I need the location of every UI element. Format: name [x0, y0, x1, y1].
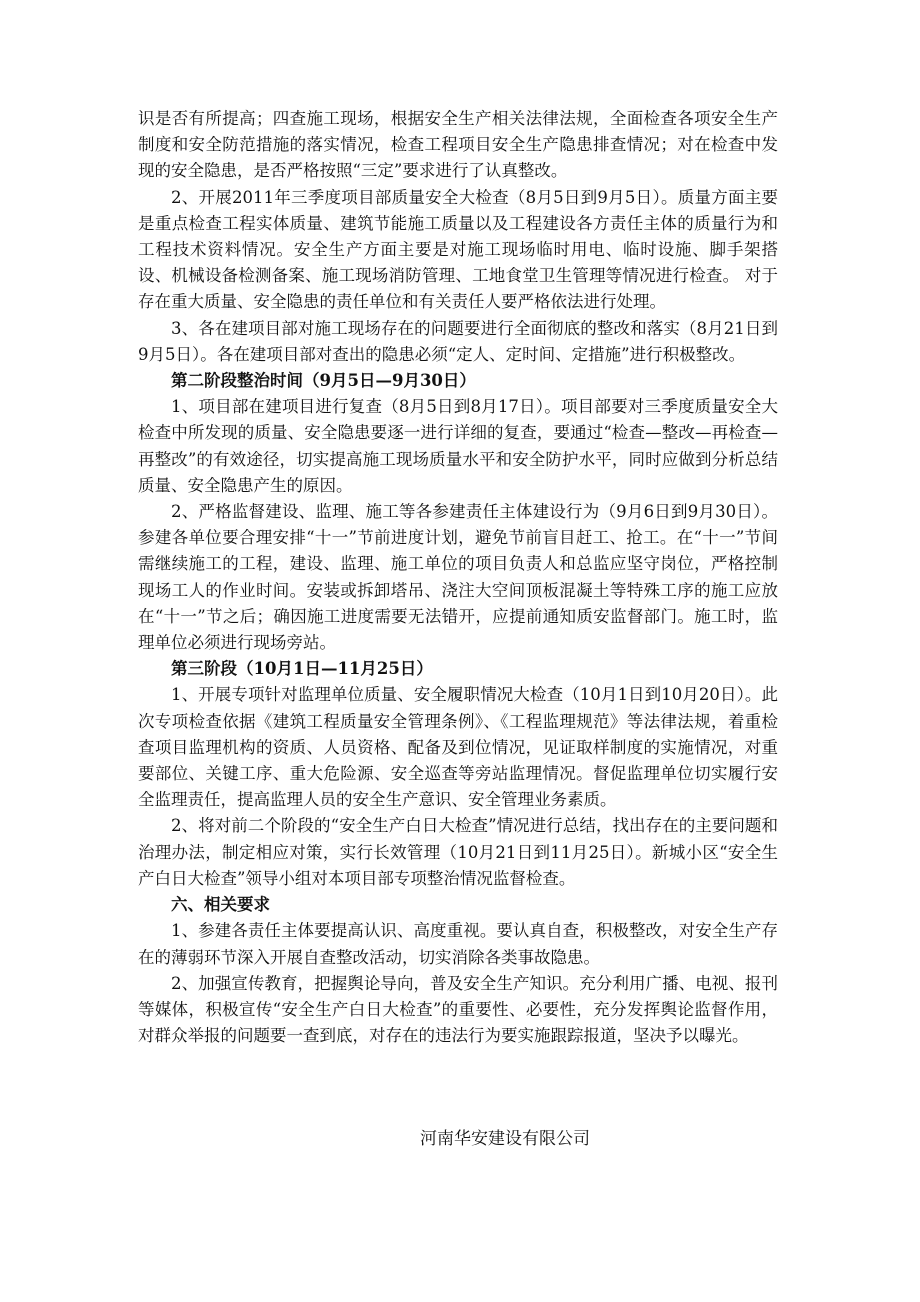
paragraph-recheck: 1、项目部在建项目进行复查（8月5日到8月17日）。项目部要对三季度质量安全大检查中所发现的质量、安全隐患要逐一进行详细的复查，要通过“检查—整改—再检查—再整改”的有效途径，切实提高施工现场质量水平和安全防护水平，同时应做到分析总结质量、安全隐患产生的原因。 [138, 397, 778, 495]
heading-requirements: 六、相关要求 [171, 895, 270, 915]
heading-stage-two: 第二阶段整治时间（9月5日—9月30日） [171, 371, 476, 391]
paragraph-inspection-q3: 2、开展2011年三季度项目部质量安全大检查（8月5日到9月5日）。质量方面主要是重点检查工程实体质量、建筑节能施工质量以及工程建设各方责任主体的质量行为和工程技术资料情况。安全生产方面主要是对施工现场临时用电、临时设施、脚手架搭设、机械设备检测备案、施工现场消防管理、工地食堂卫生管理等情况进行检查。 对于存在重大质量、安全隐患的责任单位和有关责任人要严格依法进行处理。 [138, 187, 778, 312]
company-signature: 河南华安建设有限公司 [420, 1129, 590, 1149]
paragraph-rectification: 3、各在建项目部对施工现场存在的问题要进行全面彻底的整改和落实（8月21日到9月5日）。各在建项目部对查出的隐患必须“定人、定时间、定措施”进行积极整改。 [138, 318, 778, 364]
document-body [138, 106, 778, 1049]
paragraph-special-inspection: 1、开展专项针对监理单位质量、安全履职情况大检查（10月1日到10月20日）。此次专项检查依据《建筑工程质量安全管理条例》、《工程监理规范》等法律法规，着重检查项目监理机构的资质、人员资格、配备及到位情况，见证取样制度的实施情况，对重要部位、关键工序、重大危险源、安全巡查等旁站监理情况。督促监理单位切实履行安全监理责任，提高监理人员的安全生产意识、安全管理业务素质。 [138, 685, 778, 810]
paragraph-summary: 2、将对前二个阶段的“安全生产白日大检查”情况进行总结，找出存在的主要问题和治理办法，制定相应对策，实行长效管理（10月21日到11月25日）。新城小区“安全生产白日大检查”领导小组对本项目部专项整治情况监督检查。 [138, 816, 778, 888]
heading-stage-three: 第三阶段（10月1日—11月25日） [171, 659, 433, 679]
paragraph-publicity: 2、加强宣传教育，把握舆论导向，普及安全生产知识。充分利用广播、电视、报刊等媒体，积极宣传“安全生产白日大检查”的重要性、必要性，充分发挥舆论监督作用，对群众举报的问题要一查到底，对存在的违法行为要实施跟踪报道，坚决予以曝光。 [138, 973, 778, 1046]
paragraph-supervision: 2、严格监督建设、监理、施工等各参建责任主体建设行为（9月6日到9月30日）。参建各单位要合理安排“十一”节前进度计划，避免节前盲目赶工、抢工。在“十一”节间需继续施工的工程，建设、监理、施工单位的项目负责人和总监应坚守岗位，严格控制现场工人的作业时间。安装或拆卸塔吊、浇注大空间顶板混凝土等特殊工序的施工应放在“十一”节之后；确因施工进度需要无法错开，应提前通知质安监督部门。施工时，监理单位必须进行现场旁站。 [138, 502, 778, 653]
paragraph-continuation: 识是否有所提高；四查施工现场，根据安全生产相关法律法规，全面检查各项安全生产制度和安全防范措施的落实情况，检查工程项目安全生产隐患排查情况；对在检查中发现的安全隐患，是否严格按照“三定”要求进行了认真整改。 [138, 109, 778, 181]
paragraph-awareness: 1、参建各责任主体要提高认识、高度重视。要认真自查，积极整改，对安全生产存在的薄弱环节深入开展自查整改活动，切实消除各类事故隐患。 [138, 921, 778, 967]
